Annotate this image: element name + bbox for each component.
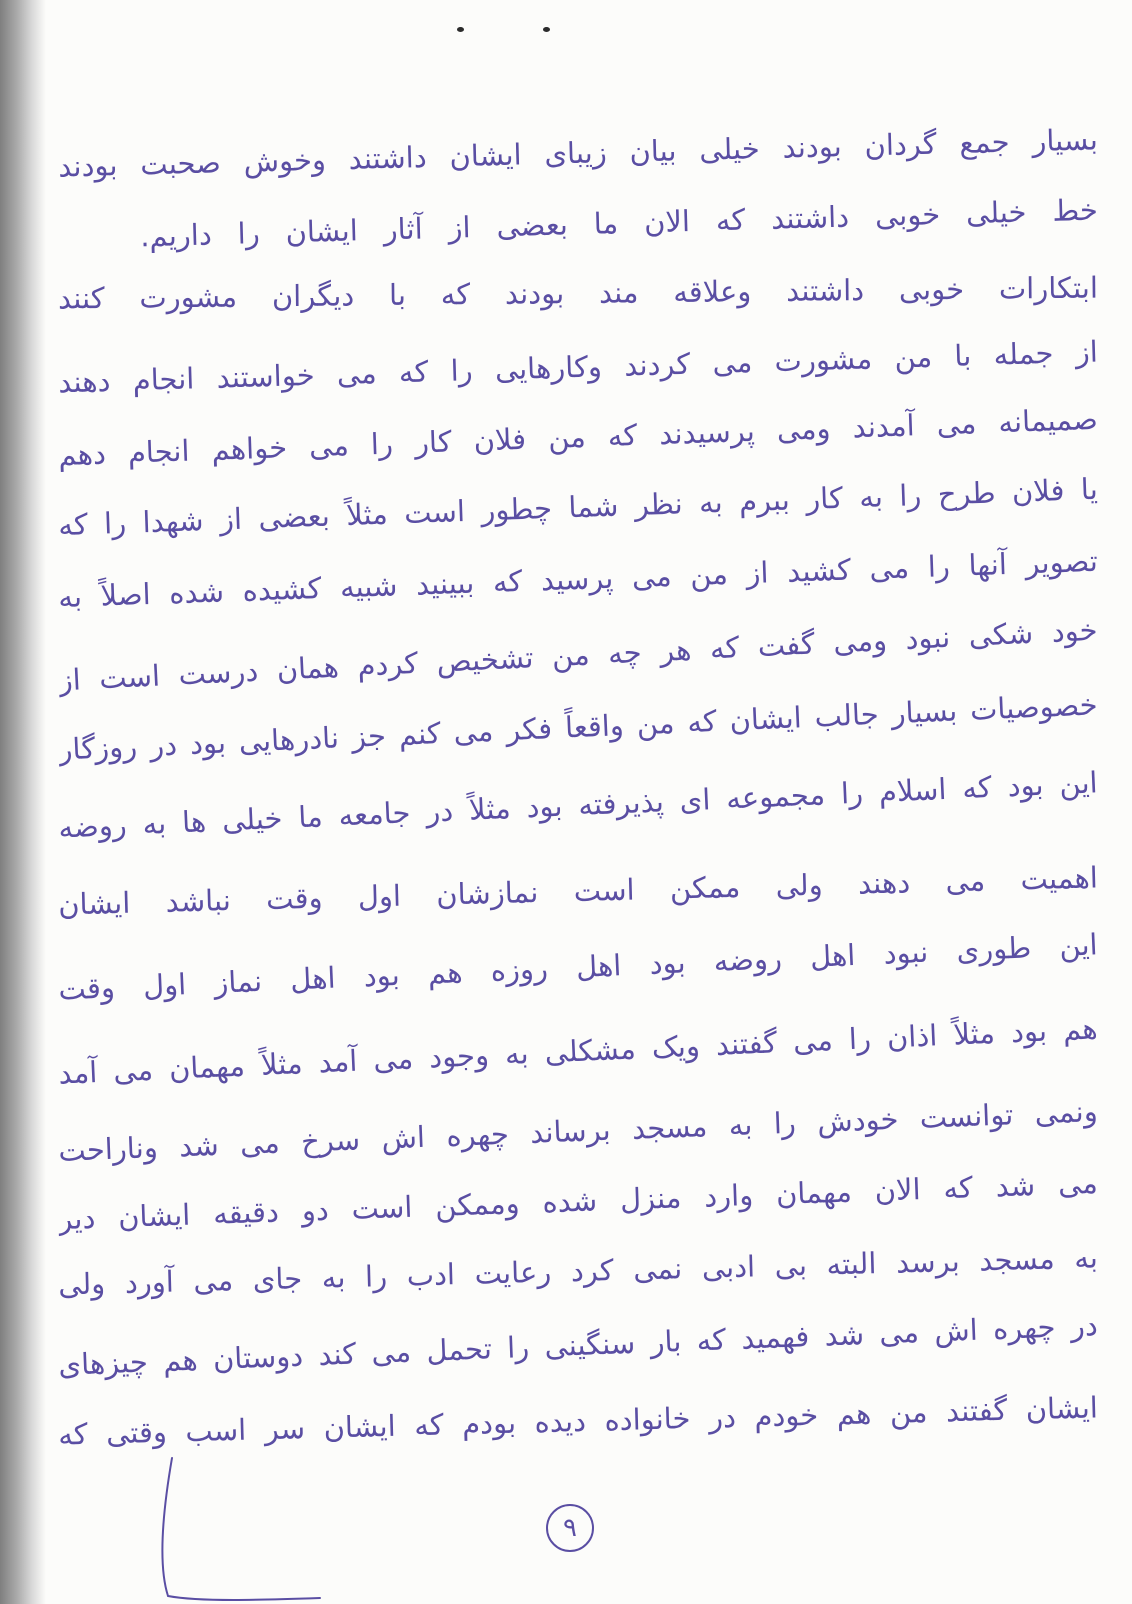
handwritten-line: خصوصیات بسیار جالب ایشان که من واقعاً فکر می کنم جز نادرهایی بود در روزگار (57, 687, 1099, 767)
handwritten-line: این طوری نبود اهل روضه بود اهل روزه هم بود اهل نماز اول وقت (57, 927, 1099, 1007)
handwritten-line: این بود که اسلام را مجموعه ای پذیرفته بود مثلاً در جامعه ما خیلی ها به روضه (57, 765, 1099, 845)
scan-edge-shadow (0, 0, 46, 1604)
handwritten-line: ابتکارات خوبی داشتند وعلاقه مند بودند که با دیگران مشورت کنند (57, 270, 1099, 316)
handwritten-line: صمیمانه می آمدند ومی پرسیدند که من فلان کار را می خواهم انجام دهم (57, 401, 1099, 473)
handwritten-line: از جمله با من مشورت می کردند وکارهایی را که می خواستند انجام دهند (57, 334, 1099, 400)
punch-hole-right (543, 27, 550, 32)
handwritten-line: اهمیت می دهند ولی ممکن است نمازشان اول وقت نباشد ایشان (57, 860, 1099, 922)
handwritten-line: هم بود مثلاً اذان را می گفتند ویک مشکلی به وجود می آمد مثلاً مهمان می آمد (57, 1011, 1099, 1091)
handwritten-line: ونمی توانست خودش را به مسجد برساند چهره اش سرخ می شد وناراحت (57, 1094, 1099, 1168)
handwritten-line: می شد که الان مهمان وارد منزل شده وممکن است دو دقیقه ایشان دیر (57, 1165, 1099, 1237)
handwritten-line: خط خیلی خوبی داشتند که الان ما بعضی از آثار ایشان را داریم. (139, 192, 1099, 254)
handwritten-line: ایشان گفتند من هم خودم در خانواده دیده بودم که ایشان سر اسب وقتی که (57, 1390, 1099, 1452)
handwritten-line: خود شکی نبود ومی گفت که هر چه من تشخیص کردم همان درست است از (57, 612, 1099, 698)
handwritten-line: تصویر آنها را می کشید از من می پرسید که ببینید شبیه کشیده شده اصلاً به (57, 543, 1099, 615)
page-number: ۹ (546, 1504, 594, 1552)
handwritten-line: یا فلان طرح را به کار ببرم به نظر شما چطور است مثلاً بعضی از شهدا را که (57, 471, 1099, 543)
handwritten-line: به مسجد برسد البته بی ادبی نمی کرد رعایت ادب را به جای می آورد ولی (57, 1240, 1099, 1302)
handwritten-line: بسیار جمع گردان بودند خیلی بیان زیبای ایشان داشتند وخوش صحبت بودند (57, 122, 1099, 184)
punch-hole-left (457, 27, 464, 32)
handwritten-line: در چهره اش می شد فهمید که بار سنگینی را تحمل می کند دوستان هم چیزهای (57, 1308, 1099, 1382)
